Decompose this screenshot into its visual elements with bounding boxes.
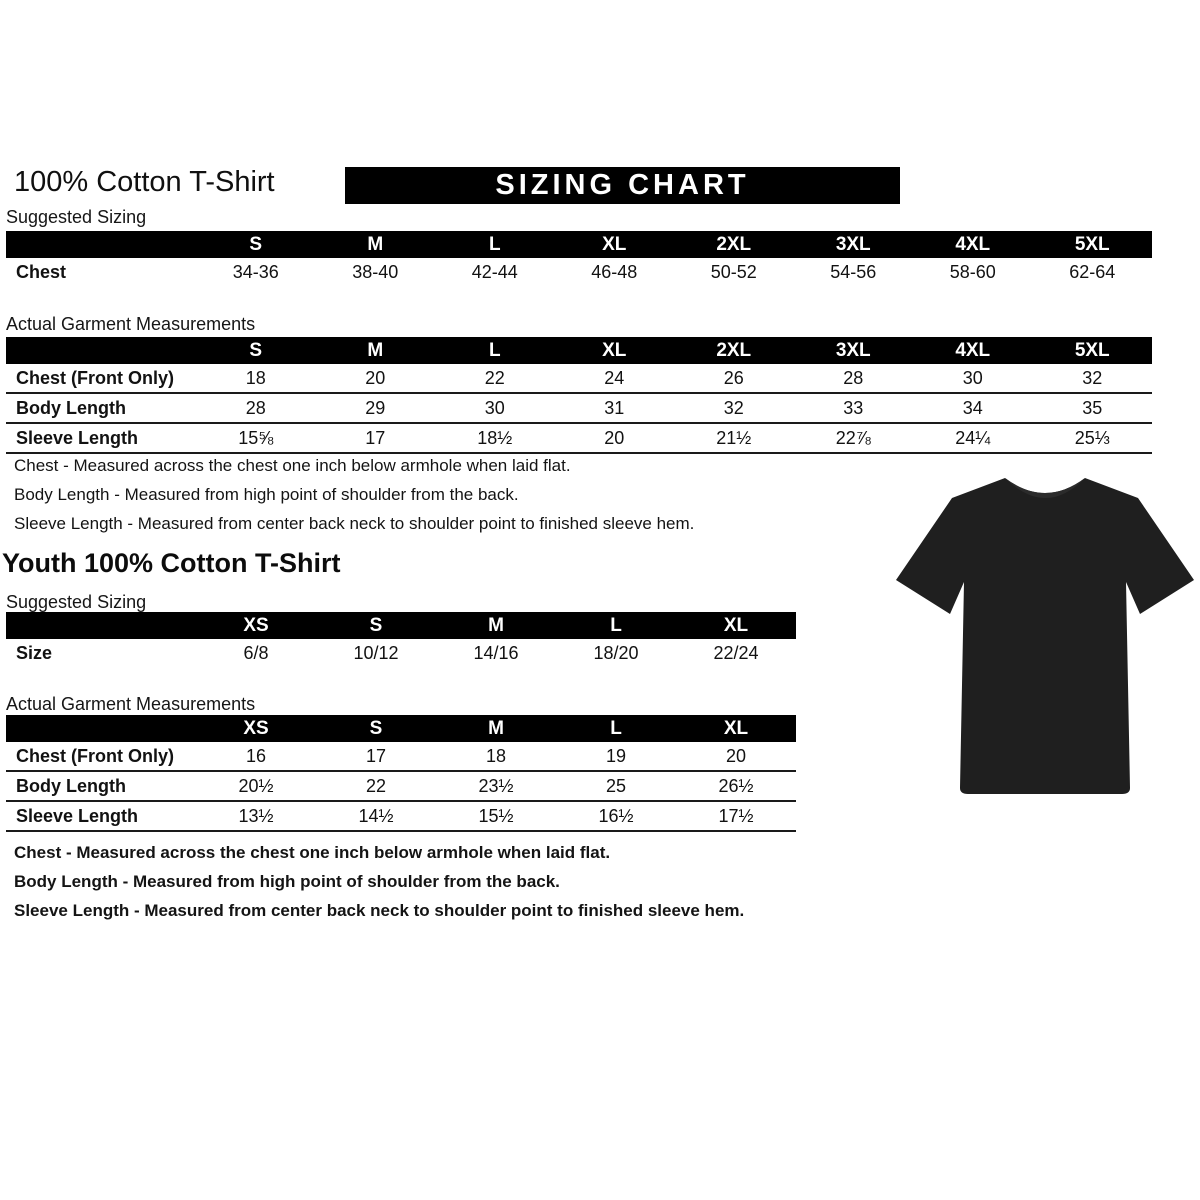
- header-cell: L: [610, 717, 622, 739]
- cell: 34-36: [232, 261, 279, 282]
- adult-suggested-label: Suggested Sizing: [6, 207, 147, 227]
- cell: 22⅞: [835, 427, 871, 448]
- cell: 28: [843, 367, 864, 388]
- header-cell: XL: [723, 614, 749, 636]
- cell: 50-52: [710, 261, 757, 282]
- header-cell: L: [488, 233, 501, 255]
- header-cell: XL: [602, 233, 627, 255]
- header-cell: 2XL: [716, 233, 752, 255]
- cell: 32: [723, 397, 744, 418]
- header-cell: M: [367, 233, 384, 255]
- cell: 6/8: [243, 642, 269, 663]
- header-cell: S: [369, 614, 383, 636]
- header-cell: M: [488, 717, 504, 739]
- cell: 18½: [477, 427, 513, 448]
- youth-notes: [14, 843, 744, 930]
- header-cell: L: [488, 339, 501, 361]
- adult-suggested-table: [6, 231, 1152, 286]
- cell: 32: [1082, 367, 1103, 388]
- cell: 26½: [718, 775, 754, 796]
- table-row: [6, 772, 796, 802]
- header-cell: 4XL: [955, 233, 991, 255]
- cell: 18/20: [593, 642, 639, 663]
- cell: 17½: [718, 805, 754, 826]
- row-label: Chest (Front Only): [16, 367, 174, 388]
- row-label: Sleeve Length: [16, 805, 139, 826]
- table-row: [6, 742, 796, 772]
- tshirt-image: [890, 458, 1200, 818]
- cell: 14½: [358, 805, 394, 826]
- cell: 25⅓: [1074, 427, 1110, 448]
- note-chest: Chest - Measured across the chest one inch below armhole when laid flat.: [14, 456, 571, 475]
- cell: 16½: [598, 805, 634, 826]
- header-cell: M: [367, 339, 384, 361]
- tshirt-silhouette: [896, 478, 1194, 794]
- row-label: Chest: [16, 261, 67, 282]
- table-row: [6, 424, 1152, 454]
- cell: 10/12: [353, 642, 399, 663]
- cell: 26: [723, 367, 744, 388]
- table-header-row: [6, 715, 796, 742]
- note-chest: Chest - Measured across the chest one inch below armhole when laid flat.: [14, 843, 611, 862]
- header-cell: 2XL: [716, 339, 752, 361]
- note-sleeve-length: Sleeve Length - Measured from center back neck to shoulder point to finished sleeve hem.: [14, 514, 695, 533]
- cell: 21½: [716, 427, 752, 448]
- table-row: [6, 394, 1152, 424]
- cell: 20½: [238, 775, 274, 796]
- table-row: [6, 364, 1152, 394]
- cell: 16: [245, 745, 267, 766]
- cell: 22: [365, 775, 387, 796]
- cell: 46-48: [591, 261, 638, 282]
- header-cell: 5XL: [1074, 233, 1110, 255]
- cell: 30: [962, 367, 983, 388]
- youth-actual-label: Actual Garment Measurements: [6, 694, 256, 714]
- note-body-length: Body Length - Measured from high point of shoulder from the back.: [14, 872, 560, 891]
- row-label: Body Length: [16, 397, 126, 418]
- cell: 30: [484, 397, 505, 418]
- cell: 14/16: [473, 642, 519, 663]
- cell: 58-60: [949, 261, 996, 282]
- youth-suggested-label: Suggested Sizing: [6, 592, 147, 612]
- cell: 18: [245, 367, 266, 388]
- cell: 31: [604, 397, 625, 418]
- adult-notes: [14, 456, 694, 543]
- cell: 34: [962, 397, 983, 418]
- cell: 62-64: [1069, 261, 1116, 282]
- table-row: [6, 639, 796, 667]
- cell: 25: [605, 775, 627, 796]
- adult-actual-table: [6, 337, 1152, 454]
- header-cell: XS: [243, 614, 269, 636]
- note-body-length: Body Length - Measured from high point of shoulder from the back.: [14, 485, 519, 504]
- cell: 24¼: [955, 427, 991, 448]
- header-cell: M: [488, 614, 504, 636]
- cell: 24: [604, 367, 625, 388]
- youth-suggested-table: [6, 612, 796, 667]
- cell: 33: [843, 397, 864, 418]
- cell: 35: [1082, 397, 1103, 418]
- cell: 54-56: [830, 261, 877, 282]
- cell: 17: [365, 427, 386, 448]
- table-header-row: [6, 612, 796, 639]
- header-cell: XL: [723, 717, 749, 739]
- cell: 38-40: [352, 261, 399, 282]
- header-cell: 4XL: [955, 339, 991, 361]
- table-row: [6, 802, 796, 832]
- cell: 20: [604, 427, 625, 448]
- cell: 13½: [238, 805, 274, 826]
- cell: 29: [365, 397, 386, 418]
- cell: 42-44: [471, 261, 518, 282]
- header-cell: 5XL: [1074, 339, 1110, 361]
- cell: 20: [725, 745, 747, 766]
- cell: 15⅝: [238, 427, 274, 448]
- header-cell: 3XL: [835, 233, 871, 255]
- adult-actual-label: Actual Garment Measurements: [6, 314, 256, 334]
- header-cell: S: [369, 717, 383, 739]
- header-cell: L: [610, 614, 622, 636]
- cell: 15½: [478, 805, 514, 826]
- sizing-chart-banner: SIZING CHART: [345, 167, 900, 204]
- cell: 18: [485, 745, 507, 766]
- cell: 23½: [478, 775, 514, 796]
- table-header-row: [6, 231, 1152, 258]
- header-cell: S: [249, 339, 263, 361]
- youth-actual-table: [6, 715, 796, 832]
- cell: 28: [245, 397, 266, 418]
- youth-title: Youth 100% Cotton T-Shirt: [2, 548, 341, 578]
- cell: 20: [365, 367, 386, 388]
- row-label: Chest (Front Only): [16, 745, 174, 766]
- header-cell: S: [249, 233, 263, 255]
- note-sleeve-length: Sleeve Length - Measured from center back neck to shoulder point to finished sleeve hem.: [14, 901, 745, 920]
- page-title: 100% Cotton T-Shirt: [14, 166, 275, 198]
- header-cell: XS: [243, 717, 269, 739]
- table-row: [6, 258, 1152, 286]
- cell: 22/24: [713, 642, 759, 663]
- row-label: Body Length: [16, 775, 126, 796]
- cell: 17: [365, 745, 387, 766]
- row-label: Sleeve Length: [16, 427, 139, 448]
- header-cell: XL: [602, 339, 627, 361]
- header-cell: 3XL: [835, 339, 871, 361]
- table-header-row: [6, 337, 1152, 364]
- cell: 22: [484, 367, 505, 388]
- cell: 19: [605, 745, 627, 766]
- row-label: Size: [16, 642, 53, 663]
